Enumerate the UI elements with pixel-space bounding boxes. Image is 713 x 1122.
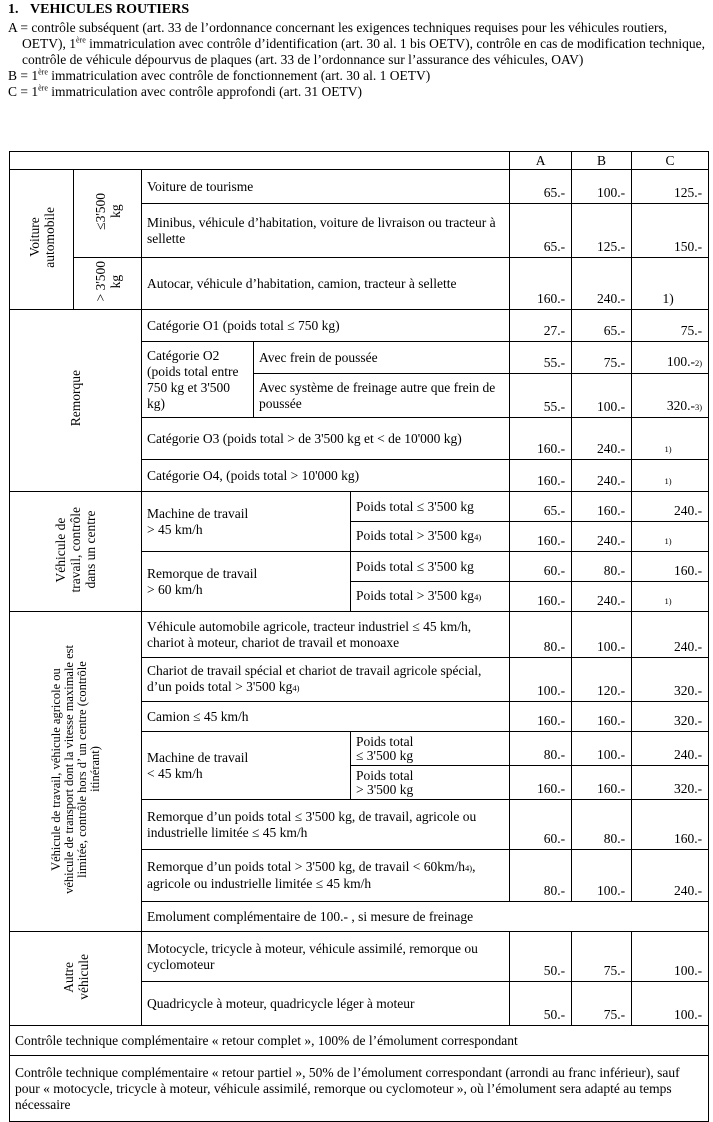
cell-b: 240.- <box>572 582 632 612</box>
rem60-text: Remorque de travail > 60 km/h <box>147 565 258 597</box>
legend-b <box>8 68 708 84</box>
row-label: Autocar, véhicule d’habitation, camion, tracteur à sellette <box>142 258 510 310</box>
legend-c-sup: ère <box>38 83 48 93</box>
group-voiture-label: Voiture automobile <box>26 207 57 268</box>
row-label: Catégorie O4, (poids total > 10'000 kg) <box>142 460 510 492</box>
cell-b: 75.- <box>572 932 632 982</box>
row-label: Minibus, véhicule d’habitation, voiture de livraison ou tracteur à sellette <box>142 204 510 258</box>
document-header <box>8 2 708 100</box>
legend-b-sup: ère <box>38 67 48 77</box>
cell-b: 65.- <box>572 310 632 342</box>
group-voiture-gt-label: > 3'500 kg <box>92 261 123 302</box>
cell-c-value: 320.- <box>666 398 695 414</box>
row-label: Poids total > 3'500 kg <box>351 766 510 800</box>
cell-a: 160.- <box>510 582 572 612</box>
footnote-ref: 4) <box>465 862 473 873</box>
cell-c: 150.- <box>632 204 709 258</box>
cell-c: 160.- <box>632 552 709 582</box>
row-label: Voiture de tourisme <box>142 170 510 204</box>
row-label <box>351 582 510 612</box>
cell-c <box>632 582 709 612</box>
section-number: 1. <box>8 2 19 17</box>
cell-c: 240.- <box>632 612 709 658</box>
group-agricole <box>10 612 142 932</box>
tariff-table <box>9 151 709 1122</box>
o2-label: Catégorie O2 (poids total entre 750 kg et 3'500 kg) <box>142 342 254 418</box>
section-title <box>8 2 708 18</box>
group-voiture-le-label: ≤3'500 kg <box>92 193 123 230</box>
cell-b: 100.- <box>572 374 632 418</box>
cell-c: 320.- <box>632 658 709 702</box>
cell-b: 80.- <box>572 800 632 850</box>
row-label: Remorque d’un poids total ≤ 3'500 kg, de travail, agricole ou industrielle limitée ≤ 45 km/h <box>142 800 510 850</box>
row-label-text: Poids total > 3'500 kg <box>356 528 475 544</box>
cell-c: 240.- <box>632 732 709 766</box>
cell-b: 80.- <box>572 552 632 582</box>
group-voiture-le <box>74 170 142 258</box>
mach45-label <box>142 492 351 552</box>
cell-b: 120.- <box>572 658 632 702</box>
group-autre-label: Autre véhicule <box>60 953 91 1000</box>
mach45-text: Machine de travail > 45 km/h <box>147 505 249 537</box>
cell-c: 240.- <box>632 850 709 902</box>
row-label <box>142 850 510 902</box>
row-label-text: Poids total > 3'500 kg <box>356 588 475 604</box>
row-label: Camion ≤ 45 km/h <box>142 702 510 732</box>
cell-b: 100.- <box>572 170 632 204</box>
legend-c <box>8 84 708 100</box>
cell-c <box>632 418 709 460</box>
group-autre <box>10 932 142 1026</box>
cell-c: 160.- <box>632 800 709 850</box>
cell-c-value: 100.- <box>666 354 695 370</box>
cell-a: 60.- <box>510 552 572 582</box>
col-header-b: B <box>572 152 632 170</box>
group-voiture <box>10 170 74 310</box>
legend-c-text: C = 1 <box>8 84 39 99</box>
cell-a: 160.- <box>510 766 572 800</box>
row-label: Catégorie O3 (poids total > de 3'500 kg et < de 10'000 kg) <box>142 418 510 460</box>
cell-c <box>632 374 709 418</box>
legend-b-text: B = 1 <box>8 68 39 83</box>
header-blank <box>10 152 510 170</box>
cell-c: 75.- <box>632 310 709 342</box>
footnote-ref: 1) <box>664 536 672 546</box>
group-voiture-gt <box>74 258 142 310</box>
cell-a: 80.- <box>510 850 572 902</box>
cell-c: 240.- <box>632 492 709 522</box>
cell-a: 50.- <box>510 932 572 982</box>
mach-lt45-label <box>142 732 351 800</box>
row-label: Véhicule automobile agricole, tracteur industriel ≤ 45 km/h, chariot à moteur, chariot de travail et monoaxe <box>142 612 510 658</box>
legend-c-rest: immatriculation avec contrôle approfondi (art. 31 OETV) <box>47 84 363 99</box>
footnote-ref: 3) <box>694 402 703 412</box>
row-label: Poids total ≤ 3'500 kg <box>351 552 510 582</box>
cell-b: 160.- <box>572 702 632 732</box>
retour-complet: Contrôle technique complémentaire « retour complet », 100% de l’émolument correspondant <box>10 1026 709 1056</box>
footnote-ref: 4) <box>292 682 300 693</box>
cell-a: 27.- <box>510 310 572 342</box>
legend-a <box>8 20 708 68</box>
cell-a: 100.- <box>510 658 572 702</box>
cell-c: 320.- <box>632 702 709 732</box>
cell-b: 160.- <box>572 766 632 800</box>
row-label: Catégorie O1 (poids total ≤ 750 kg) <box>142 310 510 342</box>
row-label <box>351 522 510 552</box>
group-remorque <box>10 310 142 492</box>
rem60-label <box>142 552 351 612</box>
cell-c: 100.- <box>632 932 709 982</box>
cell-b: 75.- <box>572 342 632 374</box>
legend-a-sup: ère <box>76 35 86 45</box>
footnote-ref: 2) <box>694 358 703 368</box>
cell-a: 65.- <box>510 204 572 258</box>
row-label-text: Remorque d’un poids total > 3'500 kg, de travail < 60km/h <box>147 859 465 875</box>
cell-a: 160.- <box>510 418 572 460</box>
cell-c: 125.- <box>632 170 709 204</box>
footnote-ref: 1) <box>664 444 672 454</box>
row-label-text-2: , agricole ou industrielle limitée ≤ 45 km/h <box>147 859 476 891</box>
cell-c <box>632 342 709 374</box>
cell-a: 160.- <box>510 522 572 552</box>
cell-b: 160.- <box>572 492 632 522</box>
legend-b-rest: immatriculation avec contrôle de fonctionnement (art. 30 al. 1 OETV) <box>47 68 431 83</box>
group-remorque-label: Remorque <box>68 370 83 427</box>
cell-a: 60.- <box>510 800 572 850</box>
cell-a: 160.- <box>510 702 572 732</box>
col-header-c: C <box>632 152 709 170</box>
cell-b: 240.- <box>572 418 632 460</box>
cell-a: 80.- <box>510 612 572 658</box>
section-title-text: VEHICULES ROUTIERS <box>30 2 190 17</box>
cell-a: 80.- <box>510 732 572 766</box>
cell-b: 100.- <box>572 850 632 902</box>
row-label: Poids total ≤ 3'500 kg <box>351 732 510 766</box>
cell-c: 320.- <box>632 766 709 800</box>
group-vt-centre <box>10 492 142 612</box>
cell-b: 100.- <box>572 612 632 658</box>
row-label: Quadricycle à moteur, quadricycle léger à moteur <box>142 982 510 1026</box>
row-label <box>142 658 510 702</box>
cell-a: 55.- <box>510 374 572 418</box>
legend-a-text: A = contrôle subséquent (art. 33 de l’ordonnance concernant les exigences techniques requises pour les véhicules routiers, OETV), 1 <box>8 20 668 51</box>
cell-b: 240.- <box>572 522 632 552</box>
cell-b: 240.- <box>572 258 632 310</box>
legend-a-rest: immatriculation avec contrôle d’identification (art. 30 al. 1 bis OETV), contrôle en cas de modification technique, contrôle de véhicule dépourvus de plaques (art. 33 de l’ordonnance sur l’assurance des véhicules, OAV) <box>22 36 706 67</box>
cell-b: 75.- <box>572 982 632 1026</box>
footnote-ref: 4) <box>474 591 482 602</box>
footnote-ref: 4) <box>474 531 482 542</box>
row-label-text: Chariot de travail spécial et chariot de travail agricole spécial, d’un poids total > 3'500 kg <box>147 663 482 695</box>
row-label: Emolument complémentaire de 100.- , si mesure de freinage <box>142 902 709 932</box>
cell-a: 65.- <box>510 492 572 522</box>
cell-a: 50.- <box>510 982 572 1026</box>
cell-b: 240.- <box>572 460 632 492</box>
col-header-a: A <box>510 152 572 170</box>
cell-b: 100.- <box>572 732 632 766</box>
cell-a: 160.- <box>510 460 572 492</box>
row-label: Avec système de freinage autre que frein de poussée <box>254 374 510 418</box>
row-label: Motocycle, tricycle à moteur, véhicule assimilé, remorque ou cyclomoteur <box>142 932 510 982</box>
cell-a: 55.- <box>510 342 572 374</box>
row-label: Avec frein de poussée <box>254 342 510 374</box>
cell-c: 100.- <box>632 982 709 1026</box>
footnote-ref: 1) <box>664 596 672 606</box>
group-vt-centre-label: Véhicule de travail, contrôle dans un centre <box>53 506 98 593</box>
cell-a: 160.- <box>510 258 572 310</box>
group-agricole-label: Véhicule de travail, véhicule agricole ou véhicule de transport dont la vitesse maximale est limitée, contrôle hors d’ un centre (contrôle itinérant) <box>48 645 102 894</box>
cell-b: 125.- <box>572 204 632 258</box>
row-label: Poids total ≤ 3'500 kg <box>351 492 510 522</box>
retour-partiel: Contrôle technique complémentaire « retour partiel », 50% de l’émolument correspondant (arrondi au franc inférieur), sauf pour « motocycle, tricycle à moteur, véhicule assimilé, remorque ou cyclomoteur », où l’émolument sera adapté au temps nécessaire <box>10 1056 709 1122</box>
cell-c <box>632 522 709 552</box>
cell-c <box>632 460 709 492</box>
cell-c: 1) <box>632 258 709 310</box>
footnote-ref: 1) <box>664 476 672 486</box>
mach-lt45-text: Machine de travail < 45 km/h <box>147 749 249 781</box>
cell-a: 65.- <box>510 170 572 204</box>
